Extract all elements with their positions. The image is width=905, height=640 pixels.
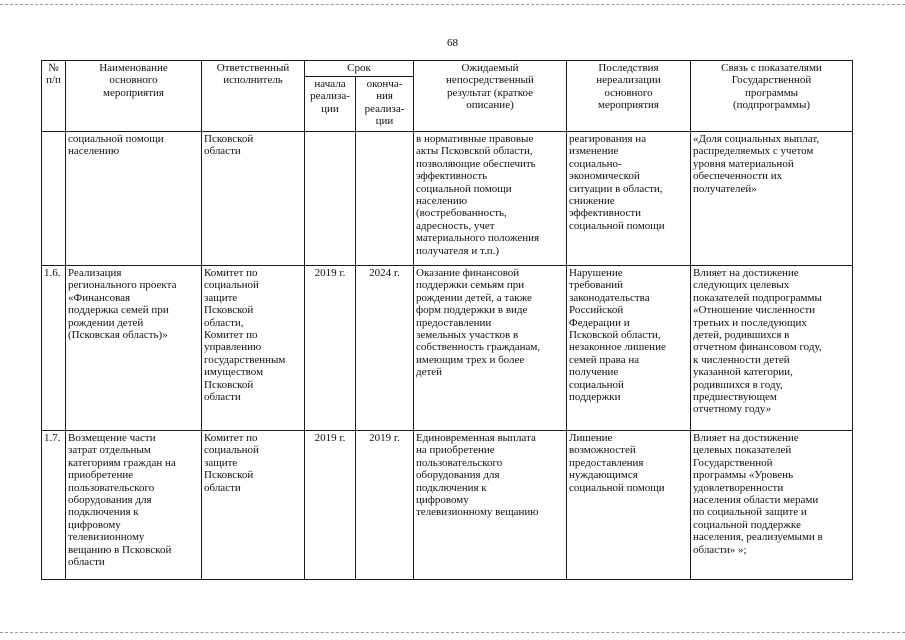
table-row — [42, 266, 853, 431]
bottom-scan-edge — [0, 632, 905, 633]
row-result: Единовременная выплата на приобретение пользовательского оборудования для подключения к цифровому телевизионному вещанию — [414, 431, 567, 580]
row-link: Влияет на достижение целевых показателей Государственной программы «Уровень удовлетворенности населения области мерами по социальной защите и социальной поддержке населения, реализуемыми в области» »; — [691, 431, 853, 580]
row-end: 2019 г. — [356, 431, 414, 580]
row-num: 1.7. — [42, 431, 66, 580]
header-link: Связь с показателями Государственной программы (подпрограммы) — [691, 61, 853, 132]
row-name: социальной помощи населению — [66, 132, 202, 266]
row-consequences: Нарушение требований законодательства Российской Федерации и Псковской области, незаконное лишение семей права на получение социальной поддержки — [567, 266, 691, 431]
top-scan-edge — [0, 4, 905, 5]
row-link: Влияет на достижение следующих целевых показателей подпрограммы «Отношение численности третьих и последующих детей, родившихся в отчетном финансовом году, к численности детей указанной категории, родившихся в году, предшествующем отчетному году» — [691, 266, 853, 431]
table-row — [42, 431, 853, 580]
row-result: в нормативные правовые акты Псковской области, позволяющие обеспечить эффективность социальной помощи населению (востребованность, адресность, учет материального положения получателя и т.п.) — [414, 132, 567, 266]
row-start — [305, 132, 356, 266]
header-term: Срок — [305, 61, 414, 77]
row-num — [42, 132, 66, 266]
row-consequences: Лишение возможностей предоставления нуждающимся социальной помощи — [567, 431, 691, 580]
header-result: Ожидаемый непосредственный результат (краткое описание) — [414, 61, 567, 132]
row-end — [356, 132, 414, 266]
table-row — [42, 132, 853, 266]
row-responsible: Псковской области — [202, 132, 305, 266]
row-name: Возмещение части затрат отдельным категориям граждан на приобретение пользовательского оборудования для подключения к цифровому телевизионному вещанию в Псковской области — [66, 431, 202, 580]
row-end: 2024 г. — [356, 266, 414, 431]
row-responsible: Комитет по социальной защите Псковской области — [202, 431, 305, 580]
row-consequences: реагирования на изменение социально- экономической ситуации в области, снижение эффективности социальной помощи — [567, 132, 691, 266]
header-end: оконча- ния реализа- ции — [356, 77, 414, 132]
row-start: 2019 г. — [305, 266, 356, 431]
header-name: Наименование основного мероприятия — [66, 61, 202, 132]
page-number: 68 — [447, 37, 458, 49]
row-name: Реализация регионального проекта «Финансовая поддержка семей при рождении детей (Псковская область)» — [66, 266, 202, 431]
row-link: «Доля социальных выплат, распределяемых с учетом уровня материальной обеспеченности их получателей» — [691, 132, 853, 266]
row-responsible: Комитет по социальной защите Псковской области, Комитет по управлению государственным имуществом Псковской области — [202, 266, 305, 431]
header-start: начала реализа- ции — [305, 77, 356, 132]
activities-table — [41, 60, 853, 580]
row-start: 2019 г. — [305, 431, 356, 580]
header-num: № п/п — [42, 61, 66, 132]
row-num: 1.6. — [42, 266, 66, 431]
header-consequences: Последствия нереализации основного мероприятия — [567, 61, 691, 132]
header-responsible: Ответственный исполнитель — [202, 61, 305, 132]
header-row — [42, 61, 853, 77]
row-result: Оказание финансовой поддержки семьям при рождении детей, а также форм поддержки в виде предоставлении земельных участков в собственность гражданам, имеющим трех и более детей — [414, 266, 567, 431]
